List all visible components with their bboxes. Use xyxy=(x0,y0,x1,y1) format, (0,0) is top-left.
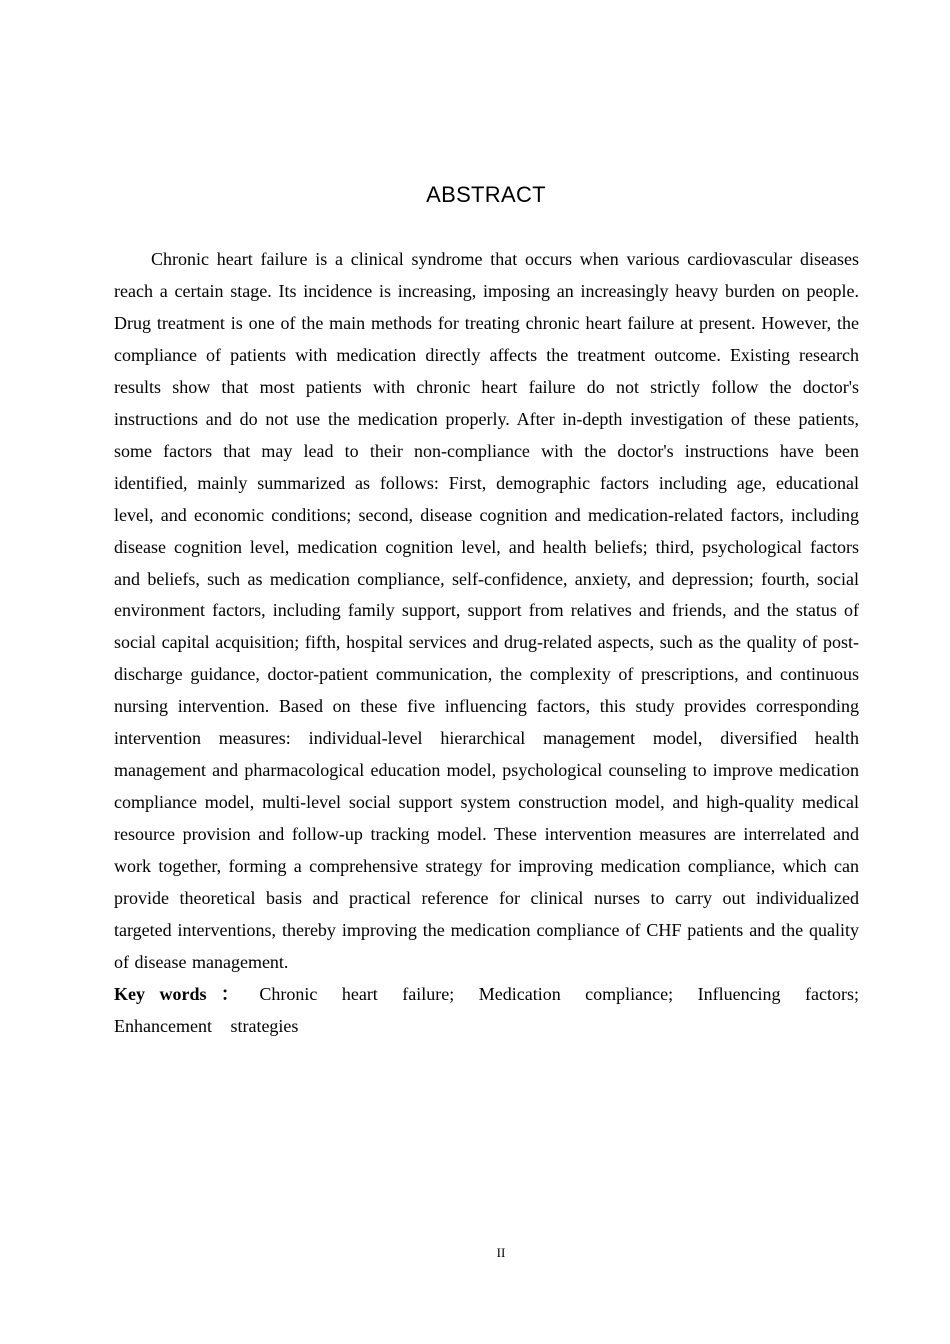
page-number: II xyxy=(496,1245,506,1260)
keywords-label: Key words ： xyxy=(114,983,245,1004)
abstract-paragraph: Chronic heart failure is a clinical syndrome that occurs when various cardiovascular diseases reach a certain stage. Its incidence is increasing, imposing an increasingly heavy burden on people. Drug treatment is one of the main methods for treating chronic heart failure at present. However, the compliance of patients with medication directly affects the treatment outcome. Existing research results show that most patients with chronic heart failure do not strictly follow the doctor's instructions and do not use the medication properly. After in-depth investigation of these patients, some factors that may lead to their non-compliance with the doctor's instructions have been identified, mainly summarized as follows: First, demographic factors including age, educational level, and economic conditions; second, disease cognition and medication-related factors, including disease cognition level, medication cognition level, and health beliefs; third, psychological factors and beliefs, such as medication compliance, self-confidence, anxiety, and depression; fourth, social environment factors, including family support, support from relatives and friends, and the status of social capital acquisition; fifth, hospital services and drug-related aspects, such as the quality of post-discharge guidance, doctor-patient communication, the complexity of prescriptions, and continuous nursing intervention. Based on these five influencing factors, this study provides corresponding intervention measures: individual-level hierarchical management model, diversified health management and pharmacological education model, psychological counseling to improve medication compliance model, multi-level social support system construction model, and high-quality medical resource provision and follow-up tracking model. These intervention measures are interrelated and work together, forming a comprehensive strategy for improving medication compliance, which can provide theoretical basis and practical reference for clinical nurses to carry out individualized targeted interventions, thereby improving the medication compliance of CHF patients and the quality of disease management. xyxy=(114,249,859,972)
abstract-title: ABSTRACT xyxy=(426,182,546,207)
abstract-body xyxy=(114,244,859,1043)
keywords-values: Chronic heart failure; Medication compliance; Influencing factors; Enhancement strategies xyxy=(114,983,859,1036)
keywords-line xyxy=(114,979,859,1043)
